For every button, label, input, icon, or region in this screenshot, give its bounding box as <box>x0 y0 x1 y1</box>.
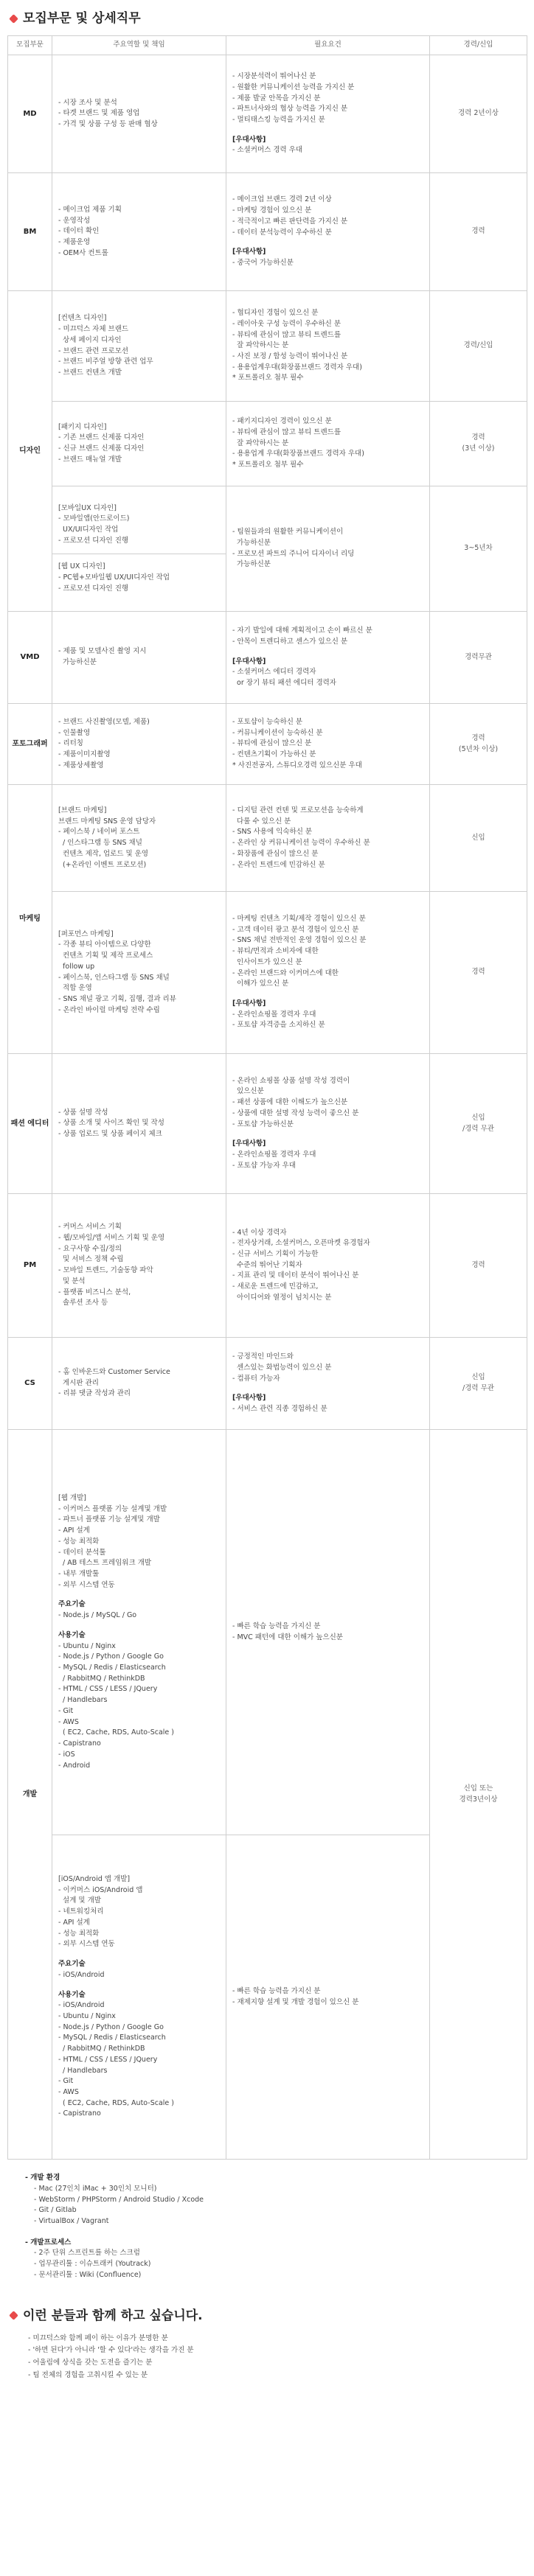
stack-line: - Git <box>58 2077 74 2086</box>
role-line: - 이커머스 iOS/Android 앱 <box>58 1885 143 1894</box>
stack-line: / Handlebars <box>58 2066 108 2075</box>
req-line: - 빠른 학습 능력을 가지신 분 <box>232 1986 321 1995</box>
roles-cell <box>52 291 226 402</box>
preference-title: [우대사항] <box>232 135 266 144</box>
role-line: - 메이크업 제품 기획 <box>58 205 122 214</box>
req-line: 수준의 뛰어난 기획자 <box>232 1260 302 1269</box>
stack-line: - AWS <box>58 2087 79 2096</box>
stack-line: - Node.js / Python / Google Go <box>58 2022 164 2031</box>
experience-text: 경력무관 <box>465 652 492 661</box>
preference-line: - 포토샵 가능자 우대 <box>232 1161 296 1170</box>
section-title-positions <box>9 10 527 27</box>
role-line: 상세 페이지 디자인 <box>58 335 122 344</box>
role-line: 가능하신분 <box>58 658 97 667</box>
section-title-text: 모집부문 및 상세직무 <box>23 11 141 26</box>
req-line: - 커뮤니케이션이 능숙하신 분 <box>232 728 323 737</box>
req-line: - 온라인 상 커뮤니케이션 능력이 우수하신 분 <box>232 839 370 848</box>
role-line: - 플랫폼 비즈니스 분석, <box>58 1288 131 1296</box>
role-line: follow up <box>58 962 95 971</box>
role-line: - 제품 및 모델사진 촬영 지시 <box>58 647 147 656</box>
experience-text: 신입 <box>471 1373 485 1382</box>
preference-title: [우대사항] <box>232 1139 266 1148</box>
roles-cell <box>52 55 226 173</box>
role-line: 설계 및 개발 <box>58 1896 101 1905</box>
requirements-cell <box>226 704 430 785</box>
experience-cell <box>430 1054 527 1194</box>
table-row-dev-web <box>8 1430 527 1835</box>
experience-cell <box>430 1430 527 2160</box>
role-line: - 홈 인바운드와 Customer Service <box>58 1368 170 1377</box>
experience-text: (3년 이상) <box>462 444 495 453</box>
role-line: - 가격 및 상품 구성 등 판매 협상 <box>58 119 158 128</box>
role-line: - 페이스북 / 네이버 포스트 <box>58 828 140 837</box>
tech-stack-title: 사용기술 <box>58 1630 86 1639</box>
role-line: - 상품 업로드 및 상품 페이지 체크 <box>58 1129 162 1138</box>
role-line: - 브랜드 컨텐츠 개발 <box>58 369 122 377</box>
part-label: MD <box>8 55 52 173</box>
list-item: - 미끄덕스와 함께 페이 하는 이유가 분명한 분 <box>28 2334 168 2342</box>
role-line: - 브랜드 비주얼 방향 관련 업무 <box>58 357 153 366</box>
preference-line: - 온라인쇼핑몰 경력자 우대 <box>232 1010 316 1019</box>
experience-text: 경력3년이상 <box>459 1795 498 1804</box>
role-line: - 성능 최적화 <box>58 1537 100 1546</box>
experience-cell <box>430 486 527 612</box>
requirements-cell <box>226 291 430 402</box>
mobile-ux-block <box>52 496 226 554</box>
role-line: (+온라인 이벤트 프로모션) <box>58 860 147 869</box>
list-item: - 어울림에 상식을 갖는 도전을 즐기는 분 <box>28 2358 153 2367</box>
tech-line: - iOS/Android <box>58 1970 105 1979</box>
role-line: - 웹/모바일/앱 서비스 기획 및 운영 <box>58 1233 165 1242</box>
role-line: [패키지 디자인] <box>58 422 107 431</box>
preference-title: [우대사항] <box>232 1394 266 1403</box>
header-requirements: 필요요건 <box>226 36 430 55</box>
req-line: - 원활한 커뮤니케이션 능력을 가지신 분 <box>232 83 355 91</box>
req-line: - 마케팅 컨텐츠 기획/제작 경험이 있으신 분 <box>232 915 366 923</box>
req-line: - SNS 사용에 익숙하신 분 <box>232 828 313 837</box>
role-line: - 성능 최적화 <box>58 1929 100 1938</box>
role-line: - 브랜드 사진촬영(모델, 제품) <box>58 717 150 726</box>
role-line: - 운영작성 <box>58 216 91 225</box>
role-line: - 제품이미지촬영 <box>58 750 111 758</box>
req-line: - 멀티태스킹 능력을 가지신 분 <box>232 115 325 124</box>
roles-cell <box>52 173 226 291</box>
stack-line: - Git <box>58 1706 74 1715</box>
table-row-marketing-brand <box>8 785 527 892</box>
req-line: - 뷰티에 관심이 많고 뷰티 트렌드를 <box>232 330 341 339</box>
stack-line: - MySQL / Redis / Elasticsearch <box>58 1664 166 1672</box>
req-line: 인사이트가 있으신 분 <box>232 957 302 966</box>
role-line: - 파트너 플랫폼 기능 설계및 개발 <box>58 1515 160 1524</box>
role-line: - 리뷰 댓글 작성과 관리 <box>58 1389 131 1398</box>
table-row-pm <box>8 1194 527 1338</box>
part-label: 포토그래퍼 <box>8 704 52 785</box>
stack-line: - iOS <box>58 1750 75 1759</box>
req-line: 다룰 수 있으신 분 <box>232 817 291 825</box>
req-line: - 빠른 학습 능력을 가지신 분 <box>232 1622 321 1630</box>
role-line: 및 서비스 정책 수립 <box>58 1255 124 1264</box>
requirements-cell <box>226 1338 430 1430</box>
req-line: - 메이크업 브랜드 경력 2년 이상 <box>232 195 332 204</box>
experience-cell <box>430 892 527 1054</box>
role-line: / AB 테스트 프레임워크 개발 <box>58 1559 152 1568</box>
req-line: - 용용업계 우대(화장품브랜드 경력자 우대) <box>232 450 364 458</box>
role-line: - PC웹+모바일웹 UX/UI디자인 작업 <box>58 573 170 582</box>
req-line: 가능하신분 <box>232 560 271 569</box>
requirements-cell <box>226 785 430 892</box>
req-line: - 온라인 쇼핑몰 상품 설명 작성 경력이 <box>232 1076 350 1085</box>
req-line: - 적극적이고 빠른 판단력을 가지신 분 <box>232 217 348 226</box>
req-line: - 전자상거래, 소셜커머스, 오픈마켓 유경험자 <box>232 1239 370 1248</box>
role-line: - SNS 채널 광고 기획, 집행, 결과 리뷰 <box>58 995 176 1004</box>
roles-cell <box>52 486 226 612</box>
experience-cell <box>430 291 527 402</box>
req-line: - 포토샵이 능숙하신 분 <box>232 717 303 726</box>
roles-cell <box>52 892 226 1054</box>
req-line: - 패션 상품에 대한 이해도가 높으신분 <box>232 1098 348 1107</box>
roles-cell <box>52 1338 226 1430</box>
preference-line: - 중국어 가능하신분 <box>232 259 294 268</box>
role-line: - 인물촬영 <box>58 728 91 737</box>
role-line: - 요구사항 수집/정의 <box>58 1244 122 1253</box>
req-line: - 지표 관리 및 데이터 분석이 뛰어나신 분 <box>232 1271 359 1280</box>
req-line: - 컴퓨터 가능자 <box>232 1374 280 1383</box>
table-row-cs <box>8 1338 527 1430</box>
stack-line: - iOS/Android <box>58 2001 105 2010</box>
stack-line: - HTML / CSS / LESS / JQuery <box>58 2055 158 2064</box>
req-line: - 데이터 분석능력이 우수하신 분 <box>232 228 332 237</box>
table-row-fashion-editor <box>8 1054 527 1194</box>
req-line: - 상품에 대한 설명 작성 능력이 좋으신 분 <box>232 1109 359 1117</box>
req-line: 이해가 있으신 분 <box>232 980 289 988</box>
role-line: - 모바일앱(안드로이드) <box>58 514 130 523</box>
part-label: 마케팅 <box>8 785 52 1054</box>
table-row-photographer <box>8 704 527 785</box>
experience-text: (5년차 이상) <box>458 744 499 753</box>
role-line: - 이커머스 플랫폼 기능 설계및 개발 <box>58 1504 167 1513</box>
experience-cell <box>430 173 527 291</box>
role-line: - 외부 시스템 연동 <box>58 1580 115 1589</box>
preference-line: - 소셜커머스 에디터 경력자 <box>232 668 316 677</box>
preference-line: - 소셜커머스 경력 우대 <box>232 146 303 155</box>
role-line: 컨텐츠 기획 및 제작 프로세스 <box>58 952 153 960</box>
experience-cell <box>430 704 527 785</box>
role-line: - API 설계 <box>58 1918 90 1927</box>
requirements-cell <box>226 892 430 1054</box>
role-line: - 커머스 서비스 기획 <box>58 1223 122 1232</box>
experience-text: 경력 2년이상 <box>458 109 499 118</box>
role-line: 적합 운영 <box>58 984 92 993</box>
role-line: - 기존 브랜드 신제품 디자인 <box>58 433 145 442</box>
experience-cell <box>430 1338 527 1430</box>
preference-title: [우대사항] <box>232 657 266 666</box>
req-line: - 마케팅 경험이 있으신 분 <box>232 206 312 215</box>
role-line: - 상품 설명 작성 <box>58 1108 108 1117</box>
web-ux-block <box>52 554 226 601</box>
ideal-candidate-list <box>28 2333 527 2382</box>
part-label: PM <box>8 1194 52 1338</box>
role-line: - OEM사 컨트롤 <box>58 248 108 257</box>
role-line: - 시장 조사 및 분석 <box>58 98 117 107</box>
requirements-cell <box>226 1054 430 1194</box>
req-line: - 뷰티/면적과 소비자에 대한 <box>232 947 319 956</box>
preference-line: - 포토샵 자격증을 소지하신 분 <box>232 1021 325 1030</box>
req-line: - 뷰티에 관심이 많으신 분 <box>232 739 312 748</box>
req-line: - 온라인 트렌드에 민감하신 분 <box>232 860 325 869</box>
red-diamond-icon <box>9 14 18 24</box>
role-line: - 프로모션 디자인 진행 <box>58 536 129 545</box>
role-line: [브랜드 마케팅] <box>58 806 107 814</box>
role-line: 및 분석 <box>58 1277 86 1285</box>
roles-cell <box>52 612 226 704</box>
requirements-cell <box>226 402 430 486</box>
role-line: - 데이터 확인 <box>58 227 100 236</box>
req-line: 잘 파악하시는 분 <box>232 439 289 447</box>
table-row-md <box>8 55 527 173</box>
role-line: - 외부 시스템 연동 <box>58 1940 115 1949</box>
experience-text: 신입 또는 <box>463 1784 493 1793</box>
req-line: 센스있는 화법능력이 있으신 분 <box>232 1364 332 1372</box>
role-line: - 페이스북, 인스타그램 등 SNS 채널 <box>58 973 170 982</box>
role-line: - 신규 브랜드 신제품 디자인 <box>58 444 145 453</box>
req-line: - SNS 채널 전반적인 운영 경험이 있으신 분 <box>232 936 367 945</box>
preference-line: - 온라인쇼핑몰 경력자 우대 <box>232 1151 316 1159</box>
role-line: / 인스타그램 등 SNS 채널 <box>58 839 142 848</box>
role-line: - 온라인 바이럴 마케팅 전략 수립 <box>58 1005 160 1014</box>
role-line: - 데이터 분석툴 <box>58 1548 106 1557</box>
req-line: - 팀원들과의 원활한 커뮤니케이션이 <box>232 528 344 537</box>
req-line: - 긍정적인 마인드와 <box>232 1352 294 1361</box>
dev-env-item: - Mac (27인치 iMac + 30인치 모니터) <box>34 2184 157 2193</box>
roles-cell <box>52 1054 226 1194</box>
role-line: [웹 UX 디자인] <box>58 562 105 571</box>
role-line: - 제품운영 <box>58 237 91 246</box>
roles-cell <box>52 785 226 892</box>
list-item: - '하면 된다'가 아니라 '할 수 있다'라는 생각을 가진 분 <box>28 2346 194 2355</box>
req-line: - 고객 데이터 광고 분석 경험이 있으신 분 <box>232 925 359 934</box>
table-row-design-ux <box>8 486 527 612</box>
requirements-cell <box>226 173 430 291</box>
dev-process-title: - 개발프로세스 <box>25 2238 72 2247</box>
tech-line: - Node.js / MySQL / Go <box>58 1611 137 1620</box>
header-part: 모집부문 <box>8 36 52 55</box>
dev-process-item: - 업무관리툴 : 이슈트래커 (Youtrack) <box>34 2260 151 2269</box>
dev-process-block <box>25 2238 527 2281</box>
role-line: - 모바일 트렌드, 기술동향 파악 <box>58 1266 153 1275</box>
role-line: [iOS/Android 앱 개발] <box>58 1875 131 1884</box>
experience-text: 경력/신입 <box>463 341 493 350</box>
role-line: 게시판 관리 <box>58 1378 99 1387</box>
roles-cell <box>52 1194 226 1338</box>
role-line: - 제품상세촬영 <box>58 761 104 769</box>
red-diamond-icon <box>9 2311 18 2320</box>
role-line: - 타겟 브랜드 및 제품 영업 <box>58 109 140 118</box>
stack-line: - AWS <box>58 1717 79 1726</box>
stack-line: - Ubuntu / Nginx <box>58 1641 116 1650</box>
table-row-marketing-performance <box>8 892 527 1054</box>
req-line: - 뷰티에 관심이 많고 뷰티 트렌드를 <box>232 428 341 437</box>
req-line: - MVC 패턴에 대한 이해가 높으신분 <box>232 1633 343 1641</box>
req-line: 있으신분 <box>232 1087 264 1096</box>
tech-stack-title: 사용기술 <box>58 1990 86 1999</box>
req-line: - 4년 이상 경력자 <box>232 1228 287 1237</box>
experience-text: 경력 <box>471 433 485 442</box>
req-line: - 협디자인 경험이 있으신 분 <box>232 309 319 318</box>
role-line: - 상품 소개 및 사이즈 확인 및 작성 <box>58 1119 164 1128</box>
requirements-cell <box>226 486 430 612</box>
role-line: - 내부 개발툴 <box>58 1570 100 1578</box>
part-label: 패션 에디터 <box>8 1054 52 1194</box>
req-line: - 시장분석력이 뛰어나신 분 <box>232 72 316 81</box>
role-line: - 리터칭 <box>58 739 83 748</box>
requirements-cell <box>226 1430 430 1835</box>
experience-cell <box>430 402 527 486</box>
role-line: - 네트워킹처리 <box>58 1907 104 1916</box>
req-line: - 포토샵 가능하신분 <box>232 1120 294 1128</box>
preference-title: [우대사항] <box>232 248 266 256</box>
section-title-ideal-candidate <box>9 2308 527 2324</box>
main-tech-title: 주요기술 <box>58 1600 86 1609</box>
experience-text: 3~5년차 <box>464 544 493 553</box>
role-line: - API 설계 <box>58 1526 90 1535</box>
stack-line: / Handlebars <box>58 1696 108 1705</box>
req-line: 잘 파악하시는 분 <box>232 341 289 350</box>
part-label: CS <box>8 1338 52 1430</box>
dev-env-title: - 개발 환경 <box>25 2174 60 2182</box>
experience-text: /경력 무관 <box>462 1124 494 1133</box>
table-row-design-package <box>8 402 527 486</box>
table-header-row <box>8 36 527 55</box>
part-label: 디자인 <box>8 291 52 612</box>
experience-cell <box>430 612 527 704</box>
experience-text: 경력 <box>471 733 485 742</box>
req-line: - 자기 발일에 대해 계획적이고 손이 빠르신 분 <box>232 626 372 635</box>
experience-text: 경력 <box>471 227 485 236</box>
role-line: [웹 개발] <box>58 1493 86 1502</box>
stack-line: / RabbitMQ / RethinkDB <box>58 1674 145 1683</box>
req-line: - 용용업계우대(화장품브랜드 경력자 우대) <box>232 363 362 371</box>
preference-line: or 장기 뷰티 패션 에디터 경력자 <box>232 679 336 688</box>
table-row-design-content <box>8 291 527 402</box>
stack-line: - Ubuntu / Nginx <box>58 2011 116 2020</box>
req-line: 가능하신분 <box>232 538 271 547</box>
header-experience: 경력/신입 <box>430 36 527 55</box>
req-line: - 사진 보정 / 합성 능력이 뛰어나신 분 <box>232 352 348 360</box>
req-line: - 새로운 트렌드에 민감하고, <box>232 1282 319 1291</box>
req-line: - 신규 서비스 기획이 가능한 <box>232 1250 319 1259</box>
req-line: - 디지털 관련 컨텐 및 프로모션을 능숙하게 <box>232 806 364 814</box>
req-line: - 재제지향 설계 및 개발 경험이 있으신 분 <box>232 1997 359 2006</box>
role-line: - 미끄덕스 자체 브랜드 <box>58 325 129 334</box>
req-line: * 포트폴리오 첨부 필수 <box>232 461 304 470</box>
role-line: UX/UI디자인 작업 <box>58 526 119 534</box>
experience-cell <box>430 1194 527 1338</box>
role-line: 브랜드 마케팅 SNS 운영 담당자 <box>58 817 156 825</box>
header-roles: 주요역할 및 책임 <box>52 36 226 55</box>
roles-cell <box>52 704 226 785</box>
role-line: [퍼포먼스 마케팅] <box>58 929 114 938</box>
roles-cell <box>52 402 226 486</box>
part-label: BM <box>8 173 52 291</box>
requirements-cell <box>226 612 430 704</box>
requirements-cell <box>226 1835 430 2160</box>
role-line: - 프로모션 디자인 진행 <box>58 584 129 593</box>
dev-env-item: - VirtualBox / Vagrant <box>34 2216 109 2225</box>
dev-env-block <box>25 2173 527 2227</box>
req-line: - 온라인 브랜드와 이커머스에 대한 <box>232 968 339 977</box>
req-line: * 포트폴리오 첨부 필수 <box>232 374 304 383</box>
preference-line: - 서비스 관련 직종 경험하신 분 <box>232 1405 327 1414</box>
experience-text: 신입 <box>471 833 485 842</box>
stack-line: ( EC2, Cache, RDS, Auto-Scale ) <box>58 2098 175 2107</box>
roles-cell <box>52 1835 226 2160</box>
stack-line: - HTML / CSS / LESS / JQuery <box>58 1685 158 1694</box>
req-line: - 패키지디자인 경력이 있으신 분 <box>232 417 332 426</box>
stack-line: - Android <box>58 1761 91 1770</box>
role-line: [컨텐츠 디자인] <box>58 314 107 323</box>
roles-cell <box>52 1430 226 1835</box>
experience-text: 신입 <box>471 1113 485 1122</box>
req-line: - 화장품에 관심이 많으신 분 <box>232 849 319 858</box>
main-tech-title: 주요기술 <box>58 1960 86 1969</box>
stack-line: - Capistrano <box>58 2109 101 2118</box>
req-line: - 레이아웃 구성 능력이 우수하신 분 <box>232 319 341 328</box>
preference-title: [우대사항] <box>232 999 266 1008</box>
dev-env-item: - Git / Gitlab <box>34 2206 77 2215</box>
role-line: - 브랜드 매뉴얼 개발 <box>58 455 122 464</box>
table-row-bm <box>8 173 527 291</box>
req-line: 아이디어와 열정이 넘치시는 분 <box>232 1293 332 1302</box>
part-label: 개발 <box>8 1430 52 2160</box>
list-item: - 팀 전체의 경험을 고취시킬 수 있는 분 <box>28 2370 148 2379</box>
stack-line: - Capistrano <box>58 1739 101 1748</box>
dev-env-item: - WebStorm / PHPStorm / Android Studio / Xcode <box>34 2195 204 2204</box>
req-line: - 제품 발굴 안목을 가지신 분 <box>232 94 321 102</box>
positions-table <box>7 35 527 2160</box>
section-title-text: 이런 분들과 함께 하고 싶습니다. <box>23 2308 203 2323</box>
requirements-cell <box>226 1194 430 1338</box>
dev-process-item: - 문서관리툴 : Wiki (Confluence) <box>34 2270 142 2279</box>
experience-text: /경력 무관 <box>462 1384 494 1393</box>
dev-environment-section <box>25 2173 527 2280</box>
requirements-cell <box>226 55 430 173</box>
req-line: * 사진전공자, 스튜디오경력 있으신분 우대 <box>232 761 362 769</box>
req-line: - 프로모션 파트의 주니어 디자이너 리딩 <box>232 549 355 558</box>
req-line: - 컨텐츠기획이 가능하신 분 <box>232 750 316 758</box>
role-line: - 브랜드 관련 프로모션 <box>58 346 129 355</box>
experience-text: 경력 <box>471 1260 485 1269</box>
role-line: [모바일UX 디자인] <box>58 503 117 512</box>
stack-line: - Node.js / Python / Google Go <box>58 1652 164 1661</box>
req-line: - 안목이 트렌디하고 센스가 있으신 분 <box>232 638 348 646</box>
dev-process-item: - 2주 단위 스프린트를 하는 스크럼 <box>34 2249 140 2258</box>
experience-cell <box>430 55 527 173</box>
role-line: - 각종 뷰티 아이템으로 다양한 <box>58 940 151 949</box>
req-line: - 파트너사와의 협상 능력을 가지신 분 <box>232 105 348 114</box>
role-line: 컨텐츠 제작, 업로드 및 운영 <box>58 849 149 858</box>
experience-cell <box>430 785 527 892</box>
part-label: VMD <box>8 612 52 704</box>
experience-text: 경력 <box>471 968 485 977</box>
stack-line: / RabbitMQ / RethinkDB <box>58 2045 145 2053</box>
table-row-vmd <box>8 612 527 704</box>
stack-line: ( EC2, Cache, RDS, Auto-Scale ) <box>58 1728 175 1737</box>
role-line: 솔루션 조사 등 <box>58 1299 108 1308</box>
stack-line: - MySQL / Redis / Elasticsearch <box>58 2034 166 2042</box>
